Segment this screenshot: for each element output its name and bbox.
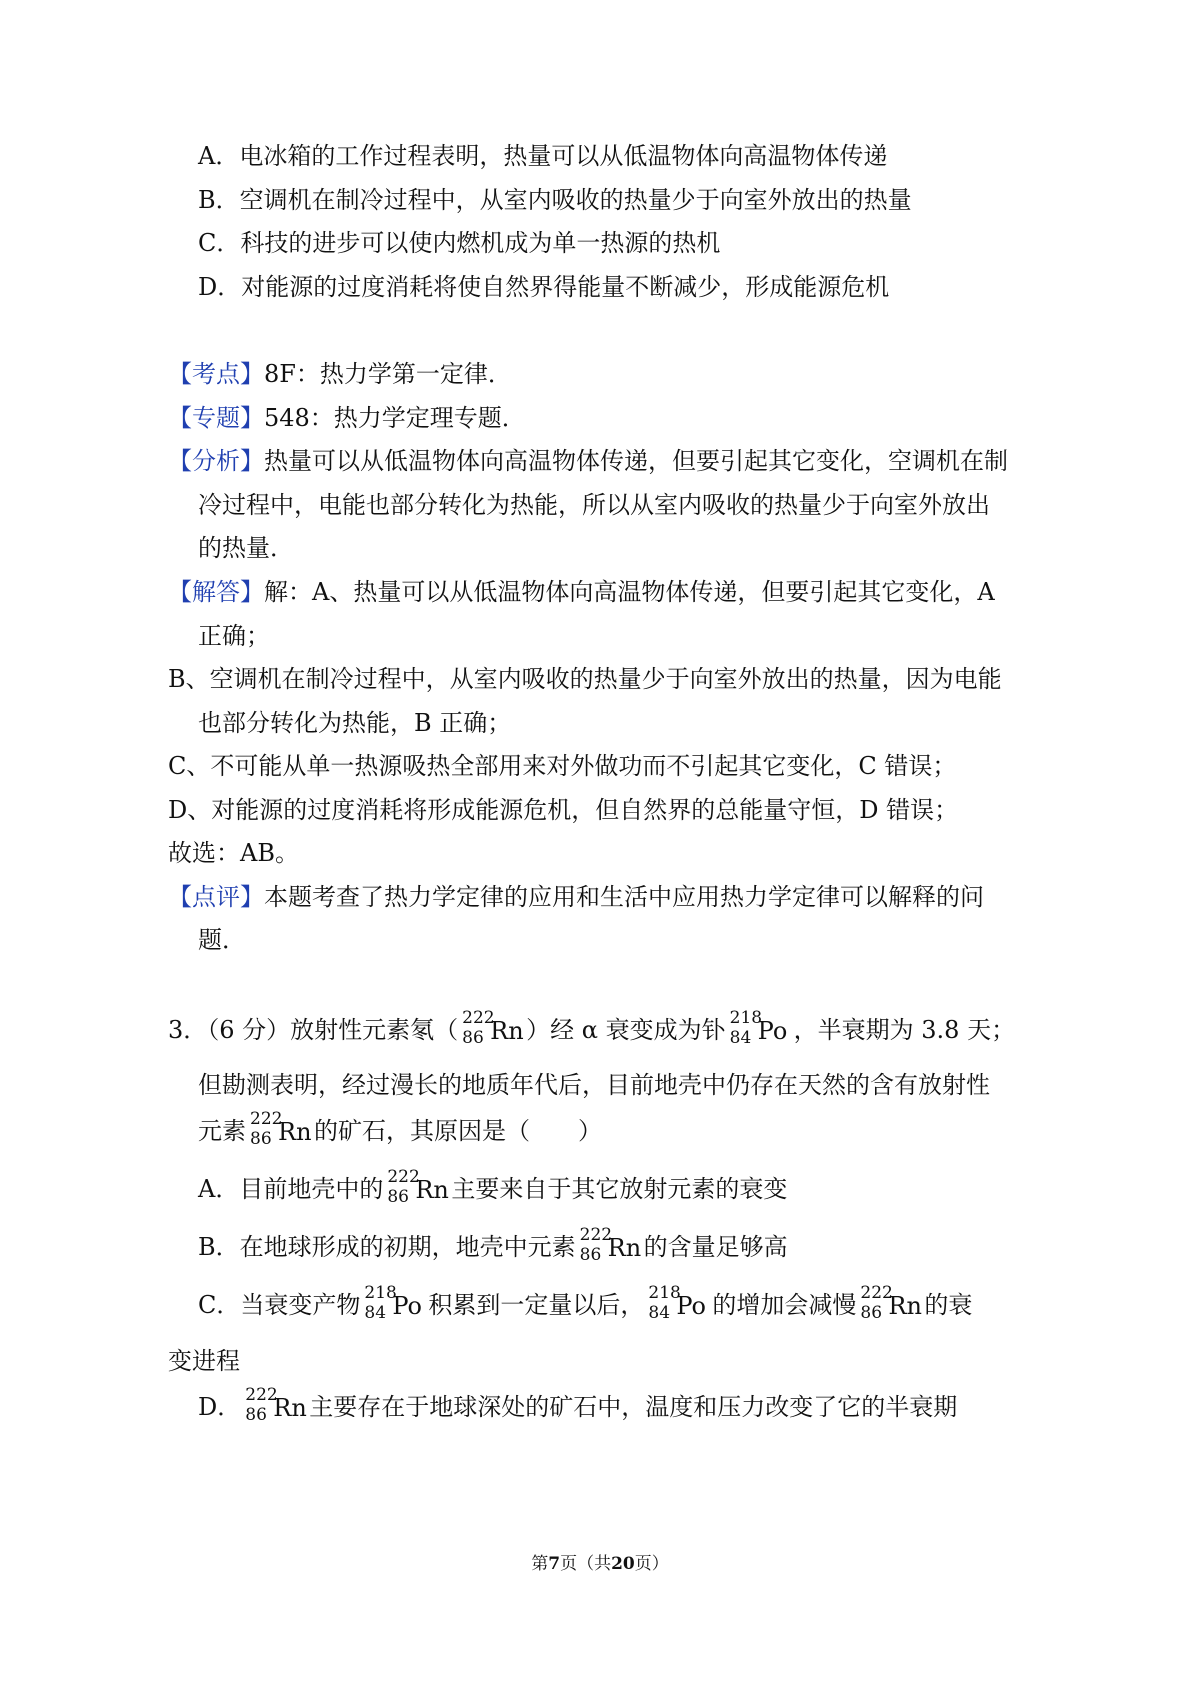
q3-option-a bbox=[198, 1167, 788, 1207]
nuclide-symbol: Rn bbox=[273, 1394, 307, 1422]
q3-option-c-part-4: 的衰 bbox=[924, 1291, 973, 1319]
zhuanti-tag: 【专题】 bbox=[168, 404, 264, 432]
nuclide-atomic-number: 86 bbox=[245, 1405, 267, 1425]
radon-222-nuclide bbox=[248, 1109, 312, 1149]
q3-option-b-part-1: B．在地球形成的初期，地壳中元素 bbox=[198, 1233, 576, 1261]
q3-stem-part-3: ，半衰期为 3.8 天； bbox=[793, 1016, 1016, 1044]
nuclide-symbol: Po bbox=[757, 1017, 788, 1045]
nuclide-symbol: Po bbox=[392, 1292, 422, 1320]
q3-option-b bbox=[198, 1225, 788, 1265]
jieda-line-4: 也部分转化为热能，B 正确； bbox=[198, 709, 512, 737]
q3-option-c-part-3: 的增加会减慢 bbox=[712, 1291, 857, 1319]
footer-prefix: 第 bbox=[531, 1554, 549, 1574]
kaodian-tag: 【考点】 bbox=[168, 360, 264, 388]
q3-option-c-continued: 变进程 bbox=[168, 1347, 240, 1375]
dianping-tag: 【点评】 bbox=[168, 883, 264, 911]
jieda-line-2: 正确； bbox=[198, 622, 270, 650]
zhuanti-line bbox=[168, 402, 526, 434]
nuclide-symbol: Rn bbox=[607, 1234, 642, 1262]
nuclide-mass-number: 218 bbox=[648, 1283, 681, 1303]
dianping-text-1: 本题考查了热力学定律的应用和生活中应用热力学定律可以解释的问 bbox=[264, 883, 984, 911]
q2-option-d: D．对能源的过度消耗将使自然界得能量不断减少，形成能源危机 bbox=[198, 273, 890, 301]
nuclide-mass-number: 222 bbox=[250, 1109, 283, 1129]
nuclide-symbol: Po bbox=[676, 1292, 706, 1320]
q3-stem-part-1: 3．（6 分）放射性元素氡（ bbox=[168, 1016, 459, 1044]
q2-option-b: B．空调机在制冷过程中，从室内吸收的热量少于向室外放出的热量 bbox=[198, 186, 912, 214]
page-footer bbox=[0, 1552, 1200, 1576]
fenxi-text-1: 热量可以从低温物体向高温物体传递，但要引起其它变化，空调机在制 bbox=[264, 447, 1008, 475]
jieda-line-7: 故选：AB。 bbox=[168, 839, 299, 867]
jieda-line-1 bbox=[168, 576, 995, 608]
nuclide-mass-number: 222 bbox=[579, 1225, 613, 1245]
q3-stem-part-5: 的矿石，其原因是（ ） bbox=[314, 1117, 602, 1145]
footer-middle: 页（共 bbox=[560, 1554, 612, 1574]
q3-option-d-part-2: 主要存在于地球深处的矿石中，温度和压力改变了它的半衰期 bbox=[309, 1393, 958, 1421]
fenxi-line-2: 冷过程中，电能也部分转化为热能，所以从室内吸收的热量少于向室外放出 bbox=[198, 491, 990, 519]
radon-222-nuclide bbox=[460, 1008, 524, 1048]
q3-stem-part-4: 元素 bbox=[198, 1117, 246, 1145]
nuclide-mass-number: 218 bbox=[364, 1283, 397, 1303]
nuclide-atomic-number: 86 bbox=[462, 1028, 484, 1048]
fenxi-line-3: 的热量． bbox=[198, 534, 294, 562]
nuclide-symbol: Rn bbox=[415, 1176, 449, 1204]
q3-option-d-part-1: D． bbox=[198, 1393, 242, 1421]
q3-option-d bbox=[198, 1385, 958, 1425]
q3-option-a-part-1: A．目前地壳中的 bbox=[198, 1175, 384, 1203]
footer-suffix: 页） bbox=[634, 1554, 669, 1574]
kaodian-line bbox=[168, 358, 512, 390]
q3-option-c bbox=[198, 1283, 973, 1323]
nuclide-atomic-number: 86 bbox=[387, 1187, 409, 1207]
q3-option-a-part-2: 主要来自于其它放射元素的衰变 bbox=[451, 1175, 788, 1203]
nuclide-atomic-number: 84 bbox=[648, 1303, 671, 1323]
nuclide-atomic-number: 86 bbox=[250, 1129, 272, 1149]
fenxi-line-1 bbox=[168, 445, 1008, 477]
polonium-218-nuclide bbox=[646, 1283, 710, 1323]
q2-option-a: A．电冰箱的工作过程表明，热量可以从低温物体向高温物体传递 bbox=[198, 142, 888, 170]
nuclide-mass-number: 218 bbox=[729, 1008, 763, 1028]
nuclide-atomic-number: 84 bbox=[729, 1028, 752, 1048]
nuclide-atomic-number: 84 bbox=[364, 1303, 387, 1323]
q3-option-b-part-2: 的含量足够高 bbox=[643, 1233, 788, 1261]
jieda-text-1: 解：A、热量可以从低温物体向高温物体传递，但要引起其它变化，A bbox=[264, 578, 995, 606]
fenxi-tag: 【分析】 bbox=[168, 447, 264, 475]
nuclide-mass-number: 222 bbox=[462, 1008, 495, 1028]
radon-222-nuclide bbox=[243, 1385, 307, 1425]
radon-222-nuclide bbox=[385, 1167, 449, 1207]
q3-stem-part-2: ）经 α 衰变成为钋 bbox=[526, 1016, 726, 1044]
q3-line-3 bbox=[198, 1109, 602, 1149]
radon-222-nuclide bbox=[578, 1225, 642, 1265]
polonium-218-nuclide bbox=[728, 1008, 792, 1048]
q3-option-c-part-2: 积累到一定量以后， bbox=[428, 1291, 645, 1319]
jieda-tag: 【解答】 bbox=[168, 578, 264, 606]
footer-page-number: 7 bbox=[548, 1554, 561, 1574]
nuclide-mass-number: 222 bbox=[387, 1167, 420, 1187]
nuclide-symbol: Rn bbox=[888, 1292, 922, 1320]
q3-option-c-part-1: C．当衰变产物 bbox=[198, 1291, 361, 1319]
nuclide-symbol: Rn bbox=[490, 1017, 524, 1045]
jieda-line-3: B、空调机在制冷过程中，从室内吸收的热量少于向室外放出的热量，因为电能 bbox=[168, 665, 1002, 693]
dianping-line-2: 题． bbox=[198, 926, 246, 954]
jieda-line-5: C、不可能从单一热源吸热全部用来对外做功而不引起其它变化，C 错误； bbox=[168, 752, 957, 780]
zhuanti-text: 548：热力学定理专题． bbox=[264, 404, 526, 432]
nuclide-symbol: Rn bbox=[278, 1118, 312, 1146]
dianping-line-1 bbox=[168, 881, 984, 913]
nuclide-atomic-number: 86 bbox=[860, 1303, 883, 1323]
q3-line-1 bbox=[168, 1008, 1016, 1048]
polonium-218-nuclide bbox=[362, 1283, 426, 1323]
footer-total-pages: 20 bbox=[611, 1554, 635, 1574]
radon-222-nuclide bbox=[858, 1283, 922, 1323]
jieda-line-6: D、对能源的过度消耗将形成能源危机，但自然界的总能量守恒，D 错误； bbox=[168, 796, 959, 824]
q2-option-c: C．科技的进步可以使内燃机成为单一热源的热机 bbox=[198, 229, 721, 257]
q3-line-2: 但勘测表明，经过漫长的地质年代后，目前地壳中仍存在天然的含有放射性 bbox=[198, 1071, 990, 1099]
nuclide-atomic-number: 86 bbox=[579, 1245, 602, 1265]
kaodian-text: 8F：热力学第一定律． bbox=[264, 360, 512, 388]
nuclide-mass-number: 222 bbox=[245, 1385, 278, 1405]
nuclide-mass-number: 222 bbox=[860, 1283, 893, 1303]
